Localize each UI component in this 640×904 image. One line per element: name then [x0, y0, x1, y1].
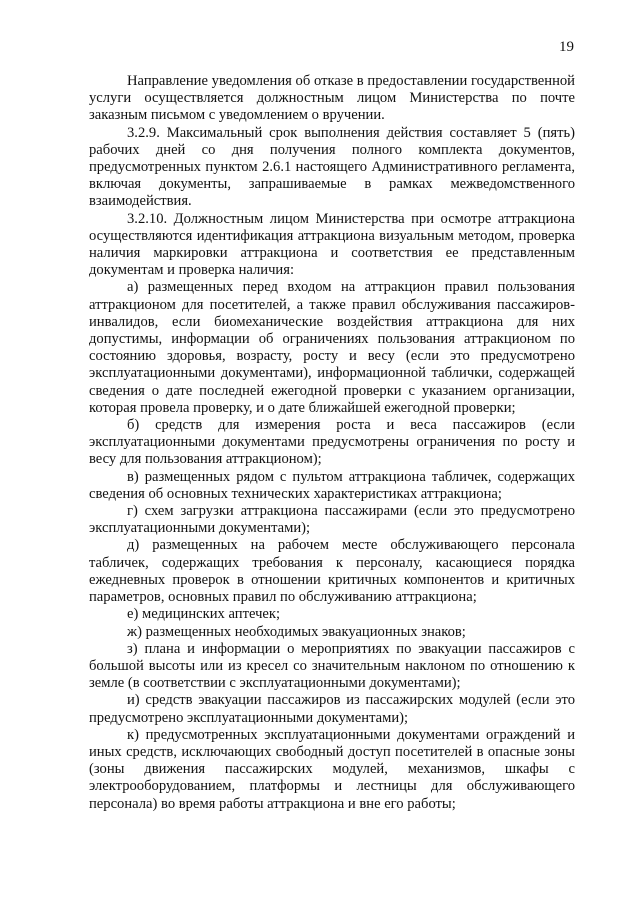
- list-item-z: з) плана и информации о мероприятиях по эвакуации пассажиров с большой высоты или из кресел со значительным наклоном по отношению к земле (в соответствии с эксплуатационными документами);: [89, 640, 575, 692]
- page-number: 19: [559, 39, 574, 55]
- list-item-g: г) схем загрузки аттракциона пассажирами (если это предусмотрено эксплуатационными документами);: [89, 503, 575, 537]
- list-item-d: д) размещенных на рабочем месте обслуживающего персонала табличек, содержащих требования к персоналу, касающиеся порядка ежедневных проверок в отношении критичных компонентов и критичных параметров, основных правил по обслуживанию аттракциона;: [89, 537, 575, 606]
- paragraph-3-2-10: 3.2.10. Должностным лицом Министерства при осмотре аттракциона осуществляются идентификация аттракциона визуальным методом, проверка наличия маркировки аттракциона и соответствия ее представленным документам и проверка наличия:: [89, 210, 575, 279]
- list-item-e: е) медицинских аптечек;: [127, 606, 281, 623]
- list-item-zh: ж) размещенных необходимых эвакуационных знаков;: [127, 623, 466, 640]
- paragraph-refusal-notice: Направление уведомления об отказе в предоставлении государственной услуги осуществляется должностным лицом Министерства по почте заказным письмом с уведомлением о вручении.: [89, 73, 575, 124]
- list-item-b: б) средств для измерения роста и веса пассажиров (если эксплуатационными документами предусмотрены ограничения по росту и весу для пользования аттракционом);: [89, 417, 575, 468]
- list-item-v: в) размещенных рядом с пультом аттракциона табличек, содержащих сведения об основных технических характеристиках аттракциона;: [89, 468, 575, 502]
- list-item-k: к) предусмотренных эксплуатационными документами ограждений и иных средств, исключающих свободный доступ посетителей в опасные зоны (зоны движения пассажирских модулей, механизмов, шкафы с электрооборудованием, платформы и лестницы для обслуживающего персонала) во время работы аттракциона и вне его работы;: [89, 726, 575, 812]
- list-item-i: и) средств эвакуации пассажиров из пассажирских модулей (если это предусмотрено эксплуатационными документами);: [89, 692, 575, 726]
- list-item-a: а) размещенных перед входом на аттракцион правил пользования аттракционом для посетителей, а также правил обслуживания пассажиров-инвалидов, если биомеханические воздействия аттракциона для них допустимы, информации об ограничениях пользования аттракционом по состоянию здоровья, возрасту, росту и весу (если это предусмотрено эксплуатационными документами), информационной таблички, содержащей сведения о дате последней ежегодной проверки с указанием организации, которая провела проверку, и о дате ближайшей ежегодной проверки;: [89, 279, 575, 416]
- paragraph-3-2-9: 3.2.9. Максимальный срок выполнения действия составляет 5 (пять) рабочих дней со дня получения полного комплекта документов, предусмотренных пунктом 2.6.1 настоящего Административного регламента, включая документы, запрашиваемые в рамках межведомственного взаимодействия.: [89, 124, 575, 210]
- document-body: [89, 73, 575, 813]
